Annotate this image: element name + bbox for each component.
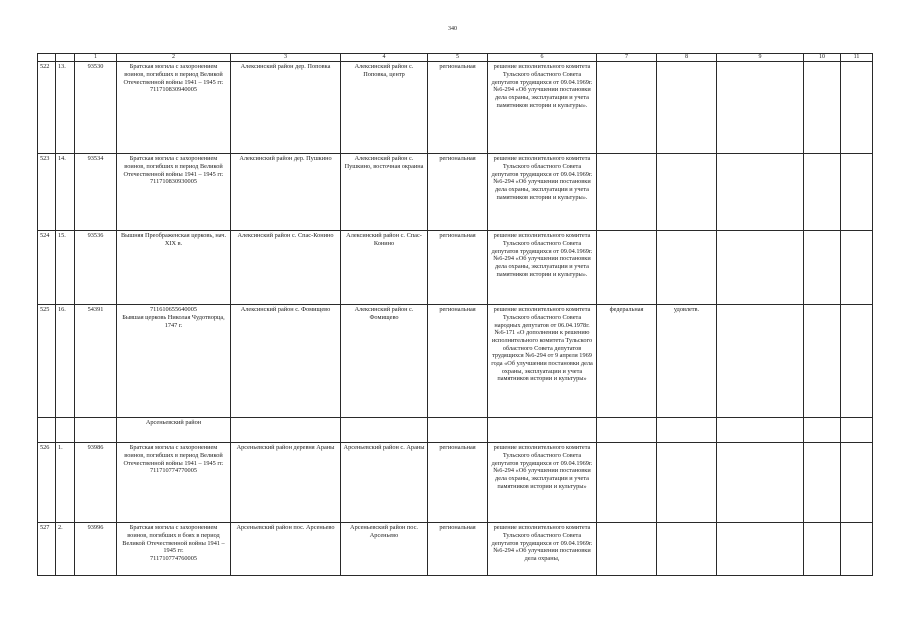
cell-col11 bbox=[841, 523, 873, 576]
cell-col10 bbox=[804, 523, 841, 576]
column-number: 10 bbox=[804, 54, 841, 62]
cell-col8 bbox=[657, 523, 717, 576]
table-row bbox=[38, 305, 873, 418]
column-number: 5 bbox=[428, 54, 488, 62]
row-number: 526 bbox=[38, 443, 56, 523]
district-header-row bbox=[38, 418, 873, 443]
row-number: 523 bbox=[38, 154, 56, 231]
cell-col11 bbox=[841, 305, 873, 418]
legal-decision: решение исполнительного комитета Тульского областного Совета народных депутатов от 06.04.1978г. №6-171 «О дополнении к решению исполнительного комитета Тульского областного Совета депутатов трудящихся №6-294 от 9 апреля 1969 года «Об улучшении постановки дела охраны, эксплуатации и учета памятников истории и культуры» bbox=[488, 305, 597, 418]
cell-col10 bbox=[804, 231, 841, 305]
district-label: Арсеньевский район bbox=[117, 418, 231, 443]
column-number: 9 bbox=[717, 54, 804, 62]
monument-address: Алексинский район с. Спас-Конино bbox=[341, 231, 428, 305]
registry-id: 93530 bbox=[75, 62, 117, 154]
monument-name: Вышняя Преображенская церковь, нач. XIX в. bbox=[117, 231, 231, 305]
registry-id: 93534 bbox=[75, 154, 117, 231]
row-number: 522 bbox=[38, 62, 56, 154]
monument-name: Братская могила с захоронением воинов, погибших в период Великой Отечественной войны 1941 – 1945 гг. 711710830930005 bbox=[117, 154, 231, 231]
monument-location: Алексинский район дер. Пушкино bbox=[231, 154, 341, 231]
monument-location: Алексинский район дер. Поповка bbox=[231, 62, 341, 154]
monument-location: Арсеньевский район деревня Араны bbox=[231, 443, 341, 523]
monument-name: Братская могила с захоронением воинов, погибших в период Великой Отечественной войны 1941 – 1945 гг. 711710830940005 bbox=[117, 62, 231, 154]
page-number: 340 bbox=[448, 26, 457, 32]
column-number: 3 bbox=[231, 54, 341, 62]
cell-col9 bbox=[717, 62, 804, 154]
row-subnumber: 13. bbox=[56, 62, 75, 154]
row-subnumber: 15. bbox=[56, 231, 75, 305]
row-subnumber: 16. bbox=[56, 305, 75, 418]
row-subnumber: 2. bbox=[56, 523, 75, 576]
column-number-row bbox=[38, 54, 873, 62]
monument-address: Арсеньевский район с. Араны bbox=[341, 443, 428, 523]
column-number: 2 bbox=[117, 54, 231, 62]
cell-col9 bbox=[717, 443, 804, 523]
condition-status: удовлетв. bbox=[657, 305, 717, 418]
monument-address: Арсеньевский район пос. Арсеньево bbox=[341, 523, 428, 576]
row-number: 524 bbox=[38, 231, 56, 305]
monument-address: Алексинский район с. Поповка, центр bbox=[341, 62, 428, 154]
cell-col10 bbox=[804, 62, 841, 154]
cell-col9 bbox=[717, 523, 804, 576]
protection-category: региональная bbox=[428, 523, 488, 576]
cell-col10 bbox=[804, 154, 841, 231]
table-row bbox=[38, 443, 873, 523]
row-subnumber: 14. bbox=[56, 154, 75, 231]
cell-col7 bbox=[597, 154, 657, 231]
row-number: 527 bbox=[38, 523, 56, 576]
cell-col9 bbox=[717, 154, 804, 231]
monument-location: Алексинский район с. Фомищево bbox=[231, 305, 341, 418]
table-row bbox=[38, 231, 873, 305]
monument-address: Алексинский район с. Пушкино, восточная окраина bbox=[341, 154, 428, 231]
cell-col9 bbox=[717, 305, 804, 418]
registry-id: 54391 bbox=[75, 305, 117, 418]
monument-name: 711610655640005 Бывшая церковь Николая Чудотворца, 1747 г. bbox=[117, 305, 231, 418]
legal-decision: решение исполнительного комитета Тульского областного Совета депутатов трудящихся от 09.04.1969г. №6-294 «Об улучшении постановки дела охраны, bbox=[488, 523, 597, 576]
column-number: 4 bbox=[341, 54, 428, 62]
registry-id: 93536 bbox=[75, 231, 117, 305]
column-number: 6 bbox=[488, 54, 597, 62]
column-number: 1 bbox=[75, 54, 117, 62]
row-subnumber: 1. bbox=[56, 443, 75, 523]
cell-col8 bbox=[657, 443, 717, 523]
column-number: 7 bbox=[597, 54, 657, 62]
legal-decision: решение исполнительного комитета Тульского областного Совета депутатов трудящихся от 09.04.1969г. №6-294 «Об улучшении постановки дела охраны, эксплуатации и учета памятников истории и культуры». bbox=[488, 62, 597, 154]
cell-col7 bbox=[597, 231, 657, 305]
registry-id: 93986 bbox=[75, 443, 117, 523]
monument-name: Братская могила с захоронением воинов, погибших в период Великой Отечественной войны 1941 – 1945 гг. 711710774770005 bbox=[117, 443, 231, 523]
row-number: 525 bbox=[38, 305, 56, 418]
cell-col8 bbox=[657, 154, 717, 231]
registry-id: 93996 bbox=[75, 523, 117, 576]
protection-category: региональная bbox=[428, 62, 488, 154]
table-row bbox=[38, 154, 873, 231]
column-number: 8 bbox=[657, 54, 717, 62]
cell-col10 bbox=[804, 443, 841, 523]
cell-col9 bbox=[717, 231, 804, 305]
cell-col10 bbox=[804, 305, 841, 418]
cell-col11 bbox=[841, 62, 873, 154]
cell-col8 bbox=[657, 231, 717, 305]
monument-location: Арсеньевский район пос. Арсеньево bbox=[231, 523, 341, 576]
column-number: 11 bbox=[841, 54, 873, 62]
monument-address: Алексинский район с. Фомищево bbox=[341, 305, 428, 418]
protection-category: региональная bbox=[428, 443, 488, 523]
cell-col7 bbox=[597, 523, 657, 576]
cell-col11 bbox=[841, 443, 873, 523]
cell-col7 bbox=[597, 443, 657, 523]
cell-col11 bbox=[841, 154, 873, 231]
legal-decision: решение исполнительного комитета Тульского областного Совета депутатов трудящихся от 09.04.1969г. №6-294 «Об улучшении постановки дела охраны, эксплуатации и учета памятников истории и культуры» bbox=[488, 443, 597, 523]
monuments-registry-table bbox=[37, 53, 873, 576]
federal-status: федеральная bbox=[597, 305, 657, 418]
protection-category: региональная bbox=[428, 231, 488, 305]
monument-name: Братская могила с захоронением воинов, погибших в боях в период Великой Отечественной войны 1941 – 1945 гг. 711710774760005 bbox=[117, 523, 231, 576]
cell-col7 bbox=[597, 62, 657, 154]
legal-decision: решение исполнительного комитета Тульского областного Совета депутатов трудящихся от 09.04.1969г. №6-294 «Об улучшении постановки дела охраны, эксплуатации и учета памятников истории и культуры». bbox=[488, 154, 597, 231]
protection-category: региональная bbox=[428, 305, 488, 418]
cell-col11 bbox=[841, 231, 873, 305]
cell-col8 bbox=[657, 62, 717, 154]
table-row bbox=[38, 62, 873, 154]
legal-decision: решение исполнительного комитета Тульского областного Совета депутатов трудящихся от 09.04.1969г. №6-294 «Об улучшении постановки дела охраны, эксплуатации и учета памятников истории и культуры». bbox=[488, 231, 597, 305]
monument-location: Алексинский район с. Спас-Конино bbox=[231, 231, 341, 305]
table-row bbox=[38, 523, 873, 576]
protection-category: региональная bbox=[428, 154, 488, 231]
